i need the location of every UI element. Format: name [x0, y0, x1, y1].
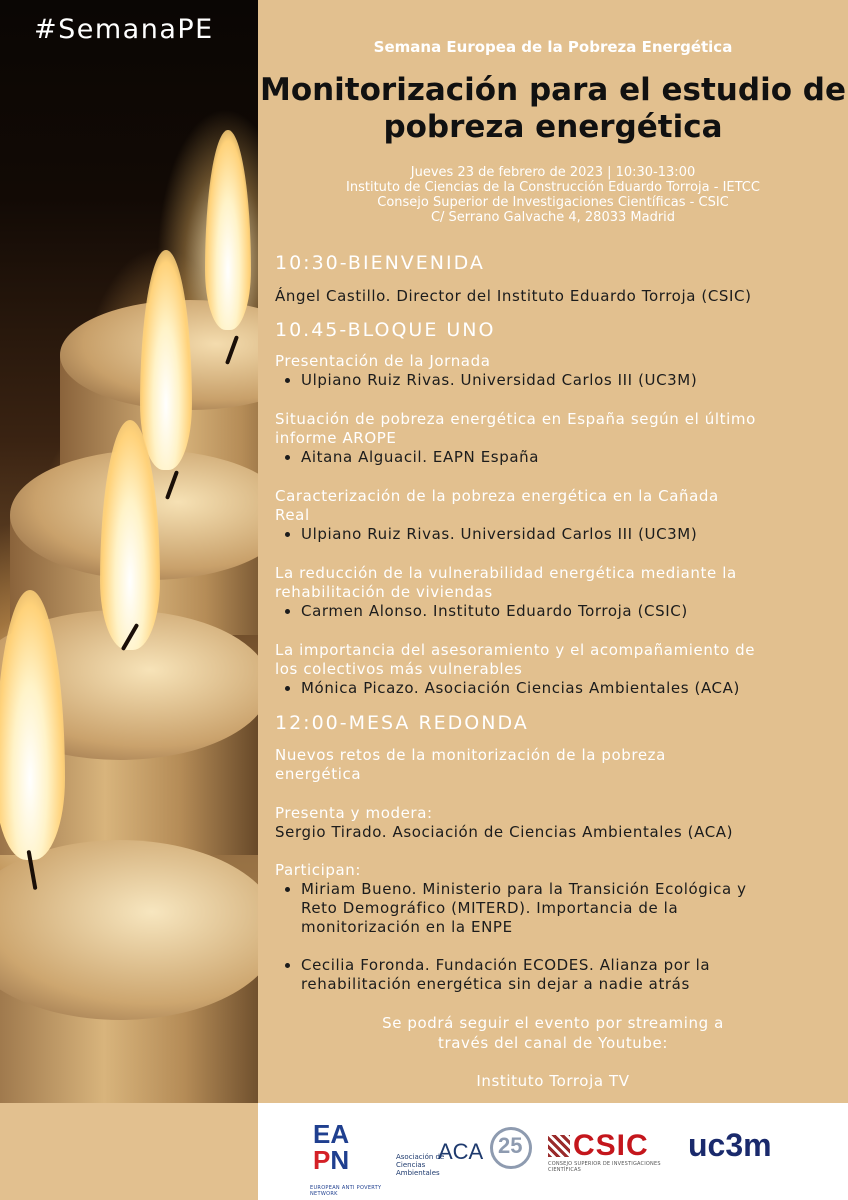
event-date-time: Jueves 23 de febrero de 2023 | 10:30-13:00	[410, 165, 696, 180]
streaming-line2: través del canal de Youtube:	[437, 1034, 669, 1052]
sponsor-logos	[258, 1103, 848, 1200]
participants-block	[275, 861, 845, 994]
block-one-section	[275, 319, 845, 341]
block-one-heading: 10.45-BLOQUE UNO	[275, 319, 496, 341]
talk-1-speaker: • Ulpiano Ruiz Rivas. Universidad Carlos III (UC3M)	[301, 371, 845, 390]
talk-3-title-line2: Real	[275, 506, 310, 524]
event-title-line1: Monitorización para el estudio de	[259, 72, 847, 108]
talk-2	[275, 410, 845, 467]
aca-logo: ACA	[438, 1139, 484, 1164]
candle-4-top	[0, 840, 258, 1020]
event-institute: Instituto de Ciencias de la Construcción Eduardo Torroja - IETCC	[346, 180, 760, 195]
talk-5	[275, 641, 845, 698]
moderator-block	[275, 804, 845, 842]
eapn-logo-e: E	[313, 1119, 331, 1149]
welcome-speaker: Ángel Castillo. Director del Instituto Eduardo Torroja (CSIC)	[275, 287, 752, 305]
hashtag: #SemanaPE	[34, 14, 214, 45]
talk-2-title-line2: informe AROPE	[275, 429, 397, 447]
event-info	[258, 165, 848, 225]
csic-emblem-icon	[548, 1135, 570, 1157]
moderator-label: Presenta y modera:	[275, 804, 433, 822]
round-table-topic-line2: energética	[275, 765, 362, 783]
talk-3-speaker: • Ulpiano Ruiz Rivas. Universidad Carlos III (UC3M)	[301, 525, 845, 544]
event-title-line2: pobreza energética	[383, 109, 723, 145]
welcome-speaker-block	[275, 287, 845, 306]
round-table-section	[275, 712, 845, 734]
participant-1-line1: Miriam Bueno. Ministerio para la Transición Ecológica y	[301, 880, 747, 898]
talk-4-speaker: • Carmen Alonso. Instituto Eduardo Torroja (CSIC)	[301, 602, 845, 621]
talk-3	[275, 487, 845, 544]
eapn-logo-n: N	[330, 1145, 350, 1175]
talk-2-speaker: • Aitana Alguacil. EAPN España	[301, 448, 845, 467]
talk-5-speaker: • Mónica Picazo. Asociación Ciencias Ambientales (ACA)	[301, 679, 845, 698]
poster-content	[258, 0, 848, 1103]
csic-logo: CSIC	[573, 1129, 649, 1162]
flame-1	[205, 130, 251, 330]
streaming-line1: Se podrá seguir el evento por streaming a	[382, 1014, 724, 1032]
eapn-logo-subtitle: EUROPEAN ANTI POVERTY NETWORK	[310, 1185, 382, 1197]
participant-1	[301, 880, 845, 937]
csic-logo-subtitle: CONSEJO SUPERIOR DE INVESTIGACIONES CIENTÍFICAS	[548, 1161, 661, 1173]
event-supertitle: Semana Europea de la Pobreza Energética	[373, 38, 733, 56]
eapn-logo	[313, 1121, 375, 1183]
uc3m-logo: uc3m	[688, 1127, 772, 1163]
talk-3-title-line1: Caracterización de la pobreza energética en la Cañada	[275, 487, 719, 505]
participant-2-line2: rehabilitación energética sin dejar a nadie atrás	[301, 975, 690, 993]
welcome-heading: 10:30-BIENVENIDA	[275, 252, 485, 274]
eapn-logo-a: A	[330, 1119, 350, 1149]
eapn-logo-p: P	[313, 1145, 331, 1175]
moderator-name: Sergio Tirado. Asociación de Ciencias Ambientales (ACA)	[275, 823, 734, 841]
talk-4-title-line2: rehabilitación de viviendas	[275, 583, 493, 601]
talk-5-title-line1: La importancia del asesoramiento y el acompañamiento de	[275, 641, 756, 659]
candles-photo	[0, 0, 258, 1103]
round-table-topic	[275, 746, 845, 784]
aca-logo-subtitle: Asociación de Ciencias Ambientales	[396, 1153, 445, 1177]
talk-1-title: Presentación de la Jornada	[275, 352, 491, 370]
talk-1	[275, 352, 845, 390]
flame-2	[140, 250, 192, 470]
participant-2	[301, 956, 845, 994]
welcome-section	[275, 252, 845, 274]
round-table-heading: 12:00-MESA REDONDA	[275, 712, 529, 734]
participant-1-line2: Reto Demográfico (MITERD). Importancia de la	[301, 899, 679, 917]
participant-2-line1: Cecilia Foronda. Fundación ECODES. Alianza por la	[301, 956, 711, 974]
talk-2-title-line1: Situación de pobreza energética en España según el último	[275, 410, 756, 428]
talk-4-title-line1: La reducción de la vulnerabilidad energética mediante la	[275, 564, 737, 582]
event-address: C/ Serrano Galvache 4, 28033 Madrid	[430, 210, 676, 225]
aca-anniversary-number: 25	[498, 1133, 523, 1158]
streaming-channel[interactable]: Instituto Torroja TV	[476, 1072, 630, 1090]
participant-1-line3: monitorización en la ENPE	[301, 918, 513, 936]
event-title	[258, 72, 848, 146]
talk-4	[275, 564, 845, 621]
participants-label: Participan:	[275, 861, 362, 879]
talk-5-title-line2: los colectivos más vulnerables	[275, 660, 523, 678]
round-table-topic-line1: Nuevos retos de la monitorización de la pobreza	[275, 746, 666, 764]
event-council: Consejo Superior de Investigaciones Científicas - CSIC	[377, 195, 729, 210]
